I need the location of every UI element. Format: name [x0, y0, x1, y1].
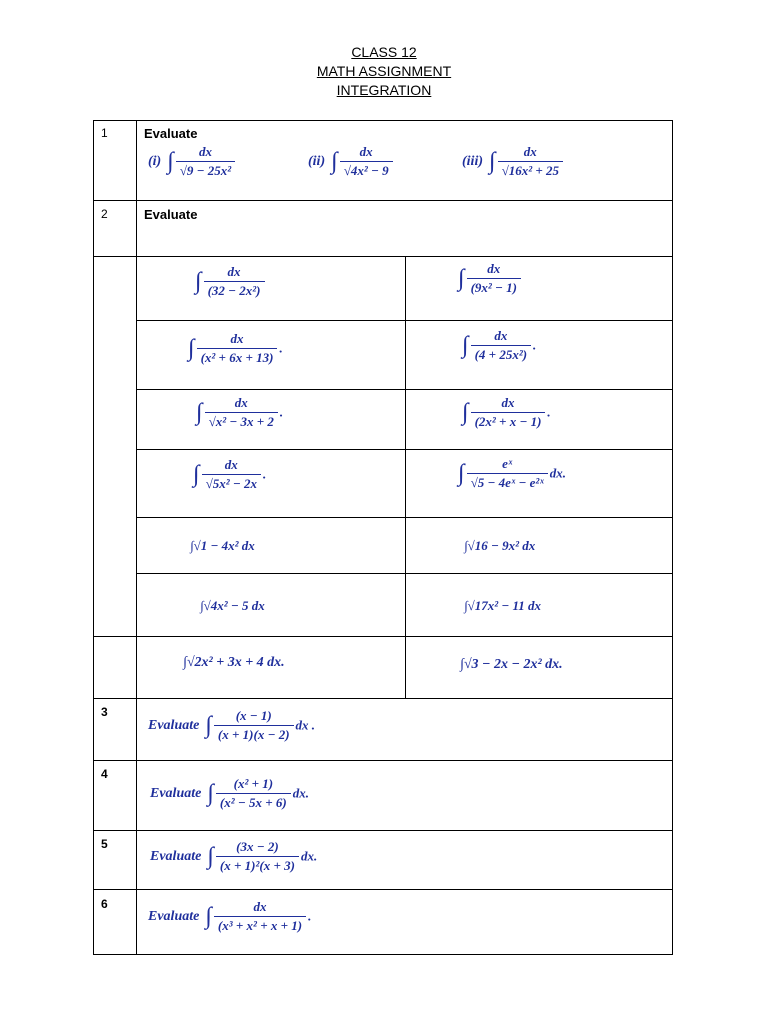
- q6-expression: [148, 899, 311, 934]
- integral-sign: ∫: [458, 460, 465, 487]
- row-divider: [93, 889, 673, 890]
- numerator: dx: [224, 457, 238, 472]
- integral-expression: [458, 261, 523, 296]
- numerator: (x² + 1): [233, 776, 274, 791]
- integral-expression: [196, 395, 283, 430]
- numerator: dx: [501, 395, 515, 410]
- part-tag: (iii): [462, 153, 483, 169]
- denominator: √5 − 4eˣ − e²ˣ: [467, 473, 548, 491]
- evaluate-word: Evaluate: [148, 717, 200, 733]
- integral-sign: ∫: [205, 903, 212, 930]
- integral-expression: [193, 457, 266, 492]
- question-number: 1: [101, 126, 108, 140]
- integral-expression: ∫√3 − 2x − 2x² dx.: [460, 657, 563, 672]
- denominator: (x² − 5x + 6): [216, 793, 291, 811]
- denominator: √16x² + 25: [498, 161, 563, 179]
- q4-expression: [150, 776, 309, 811]
- denominator: √4x² − 9: [340, 161, 393, 179]
- numerator: (3x − 2): [236, 839, 279, 854]
- table-top-border: [93, 120, 673, 121]
- expression-tail: dx .: [295, 717, 316, 733]
- denominator: (x³ + x² + x + 1): [214, 916, 306, 934]
- denominator: (4 + 25x²): [471, 345, 531, 363]
- expression-tail: .: [533, 337, 537, 353]
- integral-sign: ∫: [188, 335, 195, 362]
- q1-part-ii: [308, 144, 395, 179]
- question-number: 5: [101, 837, 108, 851]
- integral-sign: ∫: [458, 265, 465, 292]
- integral-sign: ∫: [462, 332, 469, 359]
- integral-sign: ∫: [193, 461, 200, 488]
- denominator: (32 − 2x²): [204, 281, 265, 299]
- numerator: dx: [234, 395, 248, 410]
- integral-expression: ∫√2x² + 3x + 4 dx.: [183, 655, 285, 670]
- integral-sign: ∫: [195, 268, 202, 295]
- question-number: 3: [101, 705, 108, 719]
- q1-part-iii: [462, 144, 565, 179]
- row-divider: [93, 200, 673, 201]
- row-divider: [93, 760, 673, 761]
- numerator: dx: [487, 261, 501, 276]
- integral-sign: ∫: [462, 399, 469, 426]
- header-subject: MATH ASSIGNMENT: [316, 63, 452, 79]
- numerator: dx: [494, 328, 508, 343]
- row-divider: [93, 636, 673, 637]
- denominator: √x² − 3x + 2: [205, 412, 278, 430]
- q1-part-i: [148, 144, 237, 179]
- integral-sign: ∫: [167, 148, 174, 175]
- numerator: eˣ: [502, 456, 513, 471]
- expression-tail: dx.: [549, 465, 566, 481]
- integral-expression: [458, 456, 566, 491]
- expression-tail: .: [547, 404, 551, 420]
- grid-row-divider: [136, 449, 672, 450]
- grid-center-divider: [405, 256, 406, 698]
- question-number: 6: [101, 897, 108, 911]
- grid-row-divider: [136, 573, 672, 574]
- row-divider: [93, 256, 673, 257]
- integral-sign: ∫: [207, 780, 214, 807]
- integral-sign: ∫: [331, 148, 338, 175]
- expression-tail: dx.: [300, 848, 318, 864]
- expression-tail: dx.: [292, 785, 310, 801]
- expression-tail: .: [308, 908, 312, 924]
- question-number: 2: [101, 207, 108, 221]
- evaluate-word: Evaluate: [148, 908, 200, 924]
- integral-expression: [188, 331, 283, 366]
- integral-expression: ∫√17x² − 11 dx: [464, 598, 542, 613]
- denominator: √5x² − 2x: [202, 474, 261, 492]
- part-tag: (ii): [308, 153, 326, 169]
- numerator: dx: [199, 144, 212, 159]
- integral-expression: [195, 264, 267, 299]
- numerator: dx: [523, 144, 537, 159]
- table-bottom-border: [93, 954, 673, 955]
- part-tag: (i): [148, 153, 162, 169]
- integral-expression: [462, 328, 536, 363]
- expression-tail: .: [263, 466, 267, 482]
- numerator: (x − 1): [235, 708, 272, 723]
- integral-sign: ∫: [205, 712, 212, 739]
- numerator: dx: [230, 331, 244, 346]
- evaluate-label: Evaluate: [144, 126, 198, 141]
- grid-row-divider: [136, 517, 672, 518]
- numerator: dx: [227, 264, 241, 279]
- header-topic: INTEGRATION: [336, 82, 432, 98]
- q3-expression: [148, 708, 315, 743]
- integral-expression: [462, 395, 551, 430]
- row-divider: [93, 830, 673, 831]
- grid-row-divider: [136, 389, 672, 390]
- evaluate-word: Evaluate: [150, 848, 202, 864]
- denominator: (2x² + x − 1): [471, 412, 546, 430]
- grid-row-divider: [136, 320, 672, 321]
- integral-sign: ∫: [489, 148, 496, 175]
- integral-expression: ∫√1 − 4x² dx: [190, 538, 255, 553]
- q5-expression: [150, 839, 317, 874]
- number-column-divider: [136, 120, 137, 955]
- evaluate-word: Evaluate: [150, 785, 202, 801]
- denominator: (9x² − 1): [467, 278, 521, 296]
- numerator: dx: [253, 899, 267, 914]
- evaluate-label: Evaluate: [144, 207, 198, 222]
- question-number: 4: [101, 767, 108, 781]
- denominator: (x + 1)(x − 2): [214, 725, 294, 743]
- denominator: (x + 1)²(x + 3): [216, 856, 299, 874]
- expression-tail: .: [279, 340, 283, 356]
- denominator: (x² + 6x + 13): [197, 348, 278, 366]
- integral-sign: ∫: [196, 399, 203, 426]
- row-divider: [93, 698, 673, 699]
- integral-expression: ∫√4x² − 5 dx: [200, 598, 265, 613]
- header-class: CLASS 12: [351, 44, 417, 60]
- integral-expression: ∫√16 − 9x² dx: [464, 538, 536, 553]
- expression-tail: .: [279, 404, 284, 420]
- numerator: dx: [359, 144, 373, 159]
- table-left-border: [93, 120, 94, 955]
- table-right-border: [672, 120, 673, 955]
- integral-sign: ∫: [207, 843, 214, 870]
- denominator: √9 − 25x²: [176, 161, 235, 179]
